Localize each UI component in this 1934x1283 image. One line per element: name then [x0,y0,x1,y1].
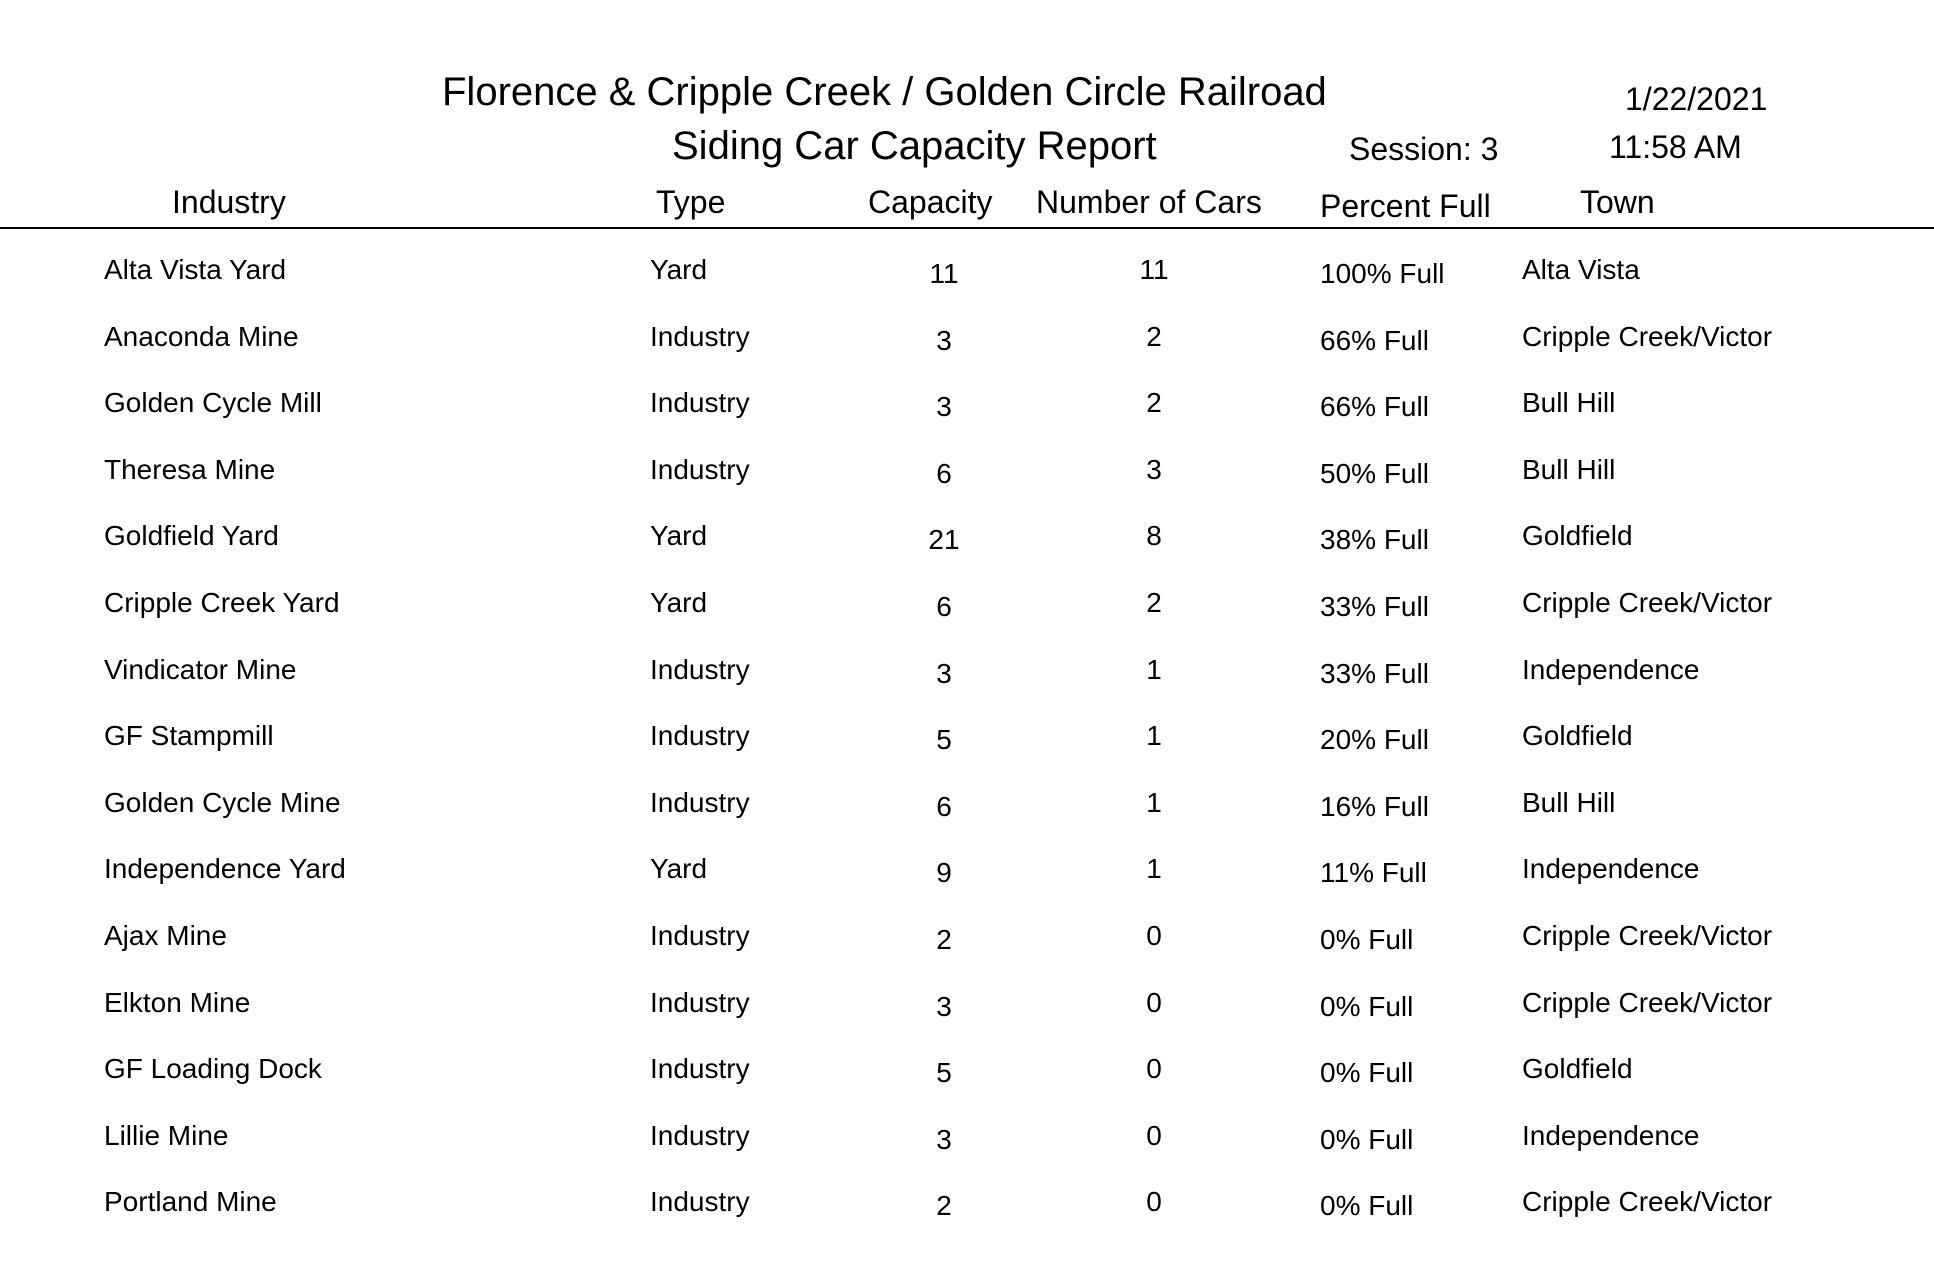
cell-number-of-cars-value: 1 [1146,720,1162,751]
cell-type: Industry [650,321,750,352]
cell-industry: Cripple Creek Yard [104,587,340,618]
cell-number-of-cars-value: 2 [1146,387,1162,418]
cell-type: Yard [650,254,708,285]
header-divider [0,227,1934,229]
cell-town: Independence [1522,654,1700,685]
cell-number-of-cars-value: 2 [1146,587,1162,618]
cell-town: Goldfield [1522,1053,1633,1084]
table-row [0,1122,1934,1188]
table-row [0,789,1934,855]
cell-capacity-value: 21 [928,524,960,555]
cell-percent-full: 0% Full [1320,991,1414,1022]
cell-number-of-cars-value: 0 [1146,1186,1162,1217]
cell-industry: Independence Yard [104,853,346,884]
cell-industry: Portland Mine [104,1186,277,1217]
column-header-capacity: Capacity [868,184,993,220]
table-row [0,256,1934,322]
cell-capacity-value: 6 [936,591,952,622]
cell-percent-full: 33% Full [1320,658,1429,689]
column-header-type: Type [656,184,726,220]
report-subtitle: Siding Car Capacity Report [672,124,1157,168]
cell-percent-full: 20% Full [1320,724,1429,755]
table-row [0,1055,1934,1121]
cell-capacity-value: 2 [936,924,952,955]
cell-town: Bull Hill [1522,787,1616,818]
cell-number-of-cars-value: 0 [1146,1120,1162,1151]
cell-type: Yard [650,587,708,618]
cell-type: Yard [650,520,708,551]
cell-capacity-value: 3 [936,1124,952,1155]
cell-industry: Lillie Mine [104,1120,229,1151]
cell-town: Goldfield [1522,720,1633,751]
column-header-industry: Industry [172,184,286,220]
cell-capacity-value: 9 [936,857,952,888]
cell-town: Cripple Creek/Victor [1522,1186,1773,1217]
cell-industry: Golden Cycle Mine [104,787,341,818]
cell-type: Industry [650,654,750,685]
report-date: 1/22/2021 [1625,81,1768,117]
cell-industry: Elkton Mine [104,987,251,1018]
cell-number-of-cars-value: 1 [1146,787,1162,818]
table-row [0,922,1934,988]
cell-percent-full: 50% Full [1320,458,1429,489]
cell-percent-full: 0% Full [1320,1190,1414,1221]
cell-number-of-cars-value: 0 [1146,1053,1162,1084]
cell-town: Independence [1522,1120,1700,1151]
cell-type: Industry [650,987,750,1018]
cell-capacity-value: 3 [936,325,952,356]
cell-type: Industry [650,454,750,485]
cell-industry: Goldfield Yard [104,520,279,551]
cell-industry: Ajax Mine [104,920,227,951]
cell-capacity-value: 3 [936,658,952,689]
cell-percent-full: 0% Full [1320,1124,1414,1155]
cell-number-of-cars-value: 0 [1146,987,1162,1018]
table-row [0,323,1934,389]
session-label: Session: 3 [1349,131,1499,167]
cell-type: Industry [650,720,750,751]
cell-town: Cripple Creek/Victor [1522,587,1773,618]
cell-capacity-value: 3 [936,391,952,422]
cell-type: Industry [650,920,750,951]
cell-type: Industry [650,1053,750,1084]
cell-percent-full: 100% Full [1320,258,1445,289]
cell-industry: Alta Vista Yard [104,254,287,285]
column-header-number-of-cars: Number of Cars [1036,184,1262,220]
cell-capacity-value: 3 [936,991,952,1022]
table-row [0,456,1934,522]
cell-percent-full: 0% Full [1320,924,1414,955]
cell-industry: GF Stampmill [104,720,274,751]
table-row [0,522,1934,588]
cell-number-of-cars-value: 0 [1146,920,1162,951]
column-header-percent-full: Percent Full [1320,188,1491,224]
cell-percent-full: 16% Full [1320,791,1429,822]
cell-number-of-cars-value: 1 [1146,853,1162,884]
cell-number-of-cars-value: 11 [1139,254,1169,285]
cell-number-of-cars-value: 2 [1146,321,1162,352]
cell-number-of-cars-value: 1 [1146,654,1162,685]
cell-type: Industry [650,1120,750,1151]
cell-number-of-cars-value: 8 [1146,520,1162,551]
cell-town: Cripple Creek/Victor [1522,920,1773,951]
cell-capacity-value: 5 [936,724,952,755]
cell-town: Bull Hill [1522,387,1616,418]
table-row [0,389,1934,455]
cell-percent-full: 11% Full [1320,857,1427,888]
cell-town: Goldfield [1522,520,1633,551]
cell-town: Bull Hill [1522,454,1616,485]
table-row [0,722,1934,788]
cell-industry: Golden Cycle Mill [104,387,322,418]
cell-percent-full: 38% Full [1320,524,1429,555]
report-title: Florence & Cripple Creek / Golden Circle Railroad [442,70,1327,114]
cell-type: Industry [650,787,750,818]
cell-capacity-value: 6 [936,791,952,822]
cell-industry: GF Loading Dock [104,1053,322,1084]
cell-industry: Anaconda Mine [104,321,299,352]
cell-capacity-value: 6 [936,458,952,489]
cell-type: Industry [650,1186,750,1217]
cell-town: Cripple Creek/Victor [1522,321,1773,352]
cell-percent-full: 0% Full [1320,1057,1414,1088]
cell-capacity-value: 5 [936,1057,952,1088]
cell-type: Yard [650,853,708,884]
cell-capacity-value: 11 [929,258,959,289]
cell-percent-full: 66% Full [1320,325,1429,356]
cell-capacity-value: 2 [936,1190,952,1221]
table-row [0,855,1934,921]
cell-type: Industry [650,387,750,418]
cell-town: Independence [1522,853,1700,884]
table-row [0,589,1934,655]
cell-industry: Theresa Mine [104,454,276,485]
report-time: 11:58 AM [1609,129,1742,165]
cell-number-of-cars-value: 3 [1146,454,1162,485]
cell-town: Cripple Creek/Victor [1522,987,1773,1018]
column-header-town: Town [1580,184,1655,220]
table-row [0,1188,1934,1254]
cell-industry: Vindicator Mine [104,654,297,685]
table-row [0,656,1934,722]
cell-percent-full: 66% Full [1320,391,1429,422]
table-row [0,989,1934,1055]
cell-town: Alta Vista [1522,254,1640,285]
cell-percent-full: 33% Full [1320,591,1429,622]
